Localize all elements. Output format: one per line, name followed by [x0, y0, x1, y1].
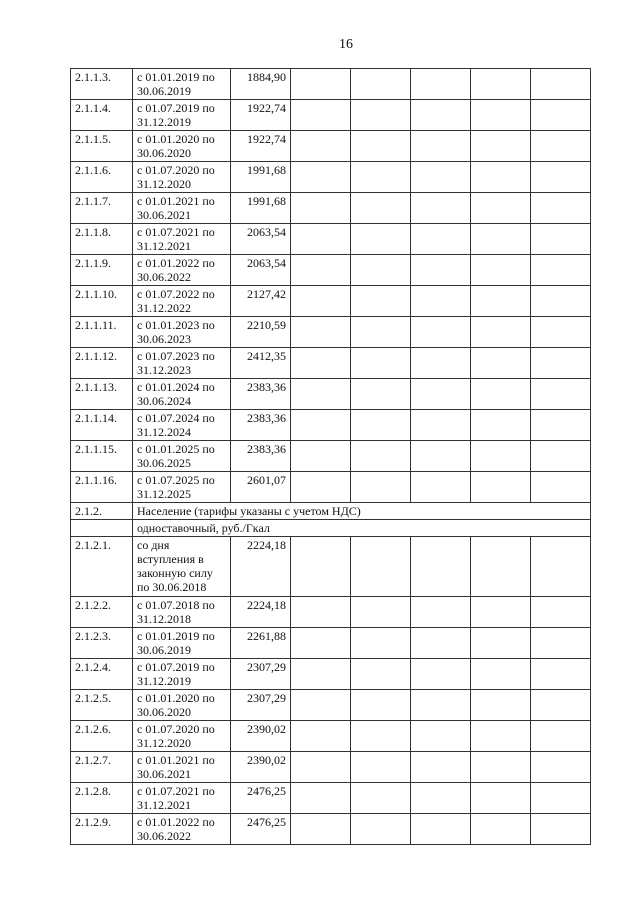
empty-cell: [531, 537, 591, 597]
empty-cell: [411, 690, 471, 721]
empty-cell: [351, 348, 411, 379]
row-value: 2063,54: [231, 255, 291, 286]
empty-cell: [411, 193, 471, 224]
empty-cell: [531, 721, 591, 752]
row-code: 2.1.2.8.: [71, 783, 133, 814]
row-code: 2.1.1.7.: [71, 193, 133, 224]
row-value: 2210,59: [231, 317, 291, 348]
section-header-row: [71, 503, 591, 520]
empty-cell: [351, 690, 411, 721]
empty-cell: [471, 286, 531, 317]
empty-cell: [411, 597, 471, 628]
row-period: с 01.07.2023 по 31.12.2023: [133, 348, 231, 379]
row-value: 1991,68: [231, 162, 291, 193]
empty-cell: [531, 100, 591, 131]
empty-cell: [351, 441, 411, 472]
empty-cell: [471, 224, 531, 255]
empty-cell: [351, 162, 411, 193]
empty-cell: [291, 100, 351, 131]
row-value: 2390,02: [231, 752, 291, 783]
empty-cell: [291, 69, 351, 100]
row-code: 2.1.2.3.: [71, 628, 133, 659]
empty-cell: [531, 597, 591, 628]
empty-cell: [411, 472, 471, 503]
row-value: 1884,90: [231, 69, 291, 100]
table-row: [71, 597, 591, 628]
empty-cell: [411, 659, 471, 690]
row-code: 2.1.1.4.: [71, 100, 133, 131]
empty-cell: [351, 286, 411, 317]
table-row: [71, 286, 591, 317]
row-value: 2476,25: [231, 814, 291, 845]
row-value: 1922,74: [231, 131, 291, 162]
table-row: [71, 162, 591, 193]
row-period: с 01.01.2019 по 30.06.2019: [133, 628, 231, 659]
row-code: 2.1.2.2.: [71, 597, 133, 628]
empty-cell: [291, 255, 351, 286]
empty-cell: [471, 410, 531, 441]
row-code: 2.1.1.10.: [71, 286, 133, 317]
row-code: 2.1.1.6.: [71, 162, 133, 193]
empty-cell: [351, 317, 411, 348]
empty-cell: [411, 814, 471, 845]
row-period: с 01.07.2019 по 31.12.2019: [133, 100, 231, 131]
row-value: 2383,36: [231, 410, 291, 441]
row-code: 2.1.1.11.: [71, 317, 133, 348]
table-row: [71, 783, 591, 814]
empty-cell: [411, 410, 471, 441]
empty-cell: [471, 783, 531, 814]
empty-cell: [531, 224, 591, 255]
row-value: 2127,42: [231, 286, 291, 317]
row-code: 2.1.1.3.: [71, 69, 133, 100]
row-period: с 01.07.2022 по 31.12.2022: [133, 286, 231, 317]
empty-cell: [471, 690, 531, 721]
empty-cell: [291, 721, 351, 752]
empty-cell: [291, 193, 351, 224]
table-row: [71, 721, 591, 752]
row-period: с 01.07.2019 по 31.12.2019: [133, 659, 231, 690]
table-row: [71, 69, 591, 100]
empty-cell: [531, 410, 591, 441]
empty-cell: [291, 752, 351, 783]
section-subtitle-spacer: [71, 520, 133, 537]
empty-cell: [471, 100, 531, 131]
row-code: 2.1.1.9.: [71, 255, 133, 286]
row-code: 2.1.2.7.: [71, 752, 133, 783]
row-code: 2.1.2.6.: [71, 721, 133, 752]
row-value: 2383,36: [231, 379, 291, 410]
table-row: [71, 814, 591, 845]
row-value: 2261,88: [231, 628, 291, 659]
empty-cell: [351, 721, 411, 752]
empty-cell: [531, 783, 591, 814]
empty-cell: [531, 317, 591, 348]
row-code: 2.1.1.13.: [71, 379, 133, 410]
empty-cell: [471, 628, 531, 659]
tariff-table: [70, 68, 591, 845]
empty-cell: [531, 628, 591, 659]
row-period: с 01.07.2024 по 31.12.2024: [133, 410, 231, 441]
empty-cell: [471, 472, 531, 503]
empty-cell: [531, 379, 591, 410]
section-subtitle: одноставочный, руб./Гкал: [133, 520, 591, 537]
table-row: [71, 441, 591, 472]
empty-cell: [351, 131, 411, 162]
row-period: с 01.07.2025 по 31.12.2025: [133, 472, 231, 503]
row-period: с 01.07.2021 по 31.12.2021: [133, 224, 231, 255]
empty-cell: [411, 131, 471, 162]
table-row: [71, 224, 591, 255]
row-value: 1991,68: [231, 193, 291, 224]
empty-cell: [471, 317, 531, 348]
empty-cell: [531, 286, 591, 317]
empty-cell: [471, 659, 531, 690]
empty-cell: [291, 814, 351, 845]
table-row: [71, 193, 591, 224]
row-period: с 01.01.2021 по 30.06.2021: [133, 193, 231, 224]
empty-cell: [351, 628, 411, 659]
table-row: [71, 690, 591, 721]
row-period: с 01.01.2020 по 30.06.2020: [133, 131, 231, 162]
section-code: 2.1.2.: [71, 503, 133, 520]
empty-cell: [411, 441, 471, 472]
row-code: 2.1.2.5.: [71, 690, 133, 721]
row-code: 2.1.1.14.: [71, 410, 133, 441]
row-period: с 01.07.2021 по 31.12.2021: [133, 783, 231, 814]
table-row: [71, 255, 591, 286]
row-value: 2224,18: [231, 597, 291, 628]
empty-cell: [351, 100, 411, 131]
empty-cell: [291, 472, 351, 503]
row-value: 2601,07: [231, 472, 291, 503]
table-row: [71, 628, 591, 659]
table-row: [71, 537, 591, 597]
empty-cell: [291, 783, 351, 814]
row-period: с 01.01.2024 по 30.06.2024: [133, 379, 231, 410]
empty-cell: [471, 348, 531, 379]
empty-cell: [471, 255, 531, 286]
empty-cell: [351, 814, 411, 845]
empty-cell: [291, 131, 351, 162]
empty-cell: [531, 69, 591, 100]
row-period: с 01.07.2020 по 31.12.2020: [133, 162, 231, 193]
empty-cell: [351, 255, 411, 286]
empty-cell: [531, 472, 591, 503]
empty-cell: [291, 597, 351, 628]
empty-cell: [411, 348, 471, 379]
row-value: 2307,29: [231, 659, 291, 690]
row-value: 2476,25: [231, 783, 291, 814]
section-title: Население (тарифы указаны с учетом НДС): [133, 503, 591, 520]
row-code: 2.1.2.4.: [71, 659, 133, 690]
empty-cell: [291, 317, 351, 348]
row-period: с 01.01.2019 по 30.06.2019: [133, 69, 231, 100]
empty-cell: [411, 286, 471, 317]
table-row: [71, 317, 591, 348]
empty-cell: [411, 628, 471, 659]
empty-cell: [351, 193, 411, 224]
row-period: со дня вступления в законную силу по 30.06.2018: [133, 537, 231, 597]
row-period: с 01.01.2021 по 30.06.2021: [133, 752, 231, 783]
table-row: [71, 379, 591, 410]
empty-cell: [531, 131, 591, 162]
page-number: 16: [339, 37, 353, 52]
row-value: 2224,18: [231, 537, 291, 597]
empty-cell: [291, 659, 351, 690]
empty-cell: [411, 100, 471, 131]
empty-cell: [411, 224, 471, 255]
empty-cell: [291, 537, 351, 597]
empty-cell: [471, 597, 531, 628]
table-row: [71, 348, 591, 379]
table-row: [71, 100, 591, 131]
empty-cell: [471, 721, 531, 752]
empty-cell: [351, 537, 411, 597]
empty-cell: [531, 659, 591, 690]
row-period: с 01.07.2018 по 31.12.2018: [133, 597, 231, 628]
empty-cell: [291, 286, 351, 317]
empty-cell: [531, 255, 591, 286]
empty-cell: [291, 628, 351, 659]
empty-cell: [411, 537, 471, 597]
empty-cell: [471, 131, 531, 162]
row-period: с 01.01.2022 по 30.06.2022: [133, 255, 231, 286]
row-code: 2.1.1.5.: [71, 131, 133, 162]
row-code: 2.1.2.1.: [71, 537, 133, 597]
empty-cell: [411, 721, 471, 752]
empty-cell: [351, 224, 411, 255]
empty-cell: [531, 348, 591, 379]
empty-cell: [531, 162, 591, 193]
empty-cell: [471, 814, 531, 845]
empty-cell: [291, 690, 351, 721]
row-code: 2.1.1.12.: [71, 348, 133, 379]
empty-cell: [471, 69, 531, 100]
empty-cell: [411, 379, 471, 410]
row-code: 2.1.2.9.: [71, 814, 133, 845]
empty-cell: [531, 752, 591, 783]
row-period: с 01.01.2023 по 30.06.2023: [133, 317, 231, 348]
empty-cell: [291, 224, 351, 255]
empty-cell: [351, 69, 411, 100]
empty-cell: [351, 410, 411, 441]
row-period: с 01.01.2020 по 30.06.2020: [133, 690, 231, 721]
empty-cell: [411, 752, 471, 783]
empty-cell: [291, 441, 351, 472]
empty-cell: [411, 69, 471, 100]
empty-cell: [471, 752, 531, 783]
empty-cell: [351, 783, 411, 814]
row-value: 2307,29: [231, 690, 291, 721]
row-value: 2063,54: [231, 224, 291, 255]
row-code: 2.1.1.8.: [71, 224, 133, 255]
table-row: [71, 131, 591, 162]
empty-cell: [351, 659, 411, 690]
row-code: 2.1.1.15.: [71, 441, 133, 472]
empty-cell: [291, 379, 351, 410]
row-value: 1922,74: [231, 100, 291, 131]
table-row: [71, 659, 591, 690]
empty-cell: [411, 317, 471, 348]
row-code: 2.1.1.16.: [71, 472, 133, 503]
table-row: [71, 752, 591, 783]
row-period: с 01.01.2025 по 30.06.2025: [133, 441, 231, 472]
empty-cell: [351, 379, 411, 410]
empty-cell: [351, 597, 411, 628]
empty-cell: [411, 255, 471, 286]
empty-cell: [351, 752, 411, 783]
empty-cell: [531, 193, 591, 224]
empty-cell: [531, 690, 591, 721]
empty-cell: [471, 537, 531, 597]
row-period: с 01.01.2022 по 30.06.2022: [133, 814, 231, 845]
table-row: [71, 472, 591, 503]
row-value: 2412,35: [231, 348, 291, 379]
empty-cell: [291, 162, 351, 193]
empty-cell: [351, 472, 411, 503]
row-period: с 01.07.2020 по 31.12.2020: [133, 721, 231, 752]
table-row: [71, 410, 591, 441]
empty-cell: [471, 193, 531, 224]
row-value: 2383,36: [231, 441, 291, 472]
row-value: 2390,02: [231, 721, 291, 752]
empty-cell: [291, 348, 351, 379]
empty-cell: [291, 410, 351, 441]
empty-cell: [411, 162, 471, 193]
section-subtitle-row: [71, 520, 591, 537]
empty-cell: [531, 814, 591, 845]
empty-cell: [471, 379, 531, 410]
empty-cell: [471, 441, 531, 472]
empty-cell: [411, 783, 471, 814]
empty-cell: [531, 441, 591, 472]
empty-cell: [471, 162, 531, 193]
